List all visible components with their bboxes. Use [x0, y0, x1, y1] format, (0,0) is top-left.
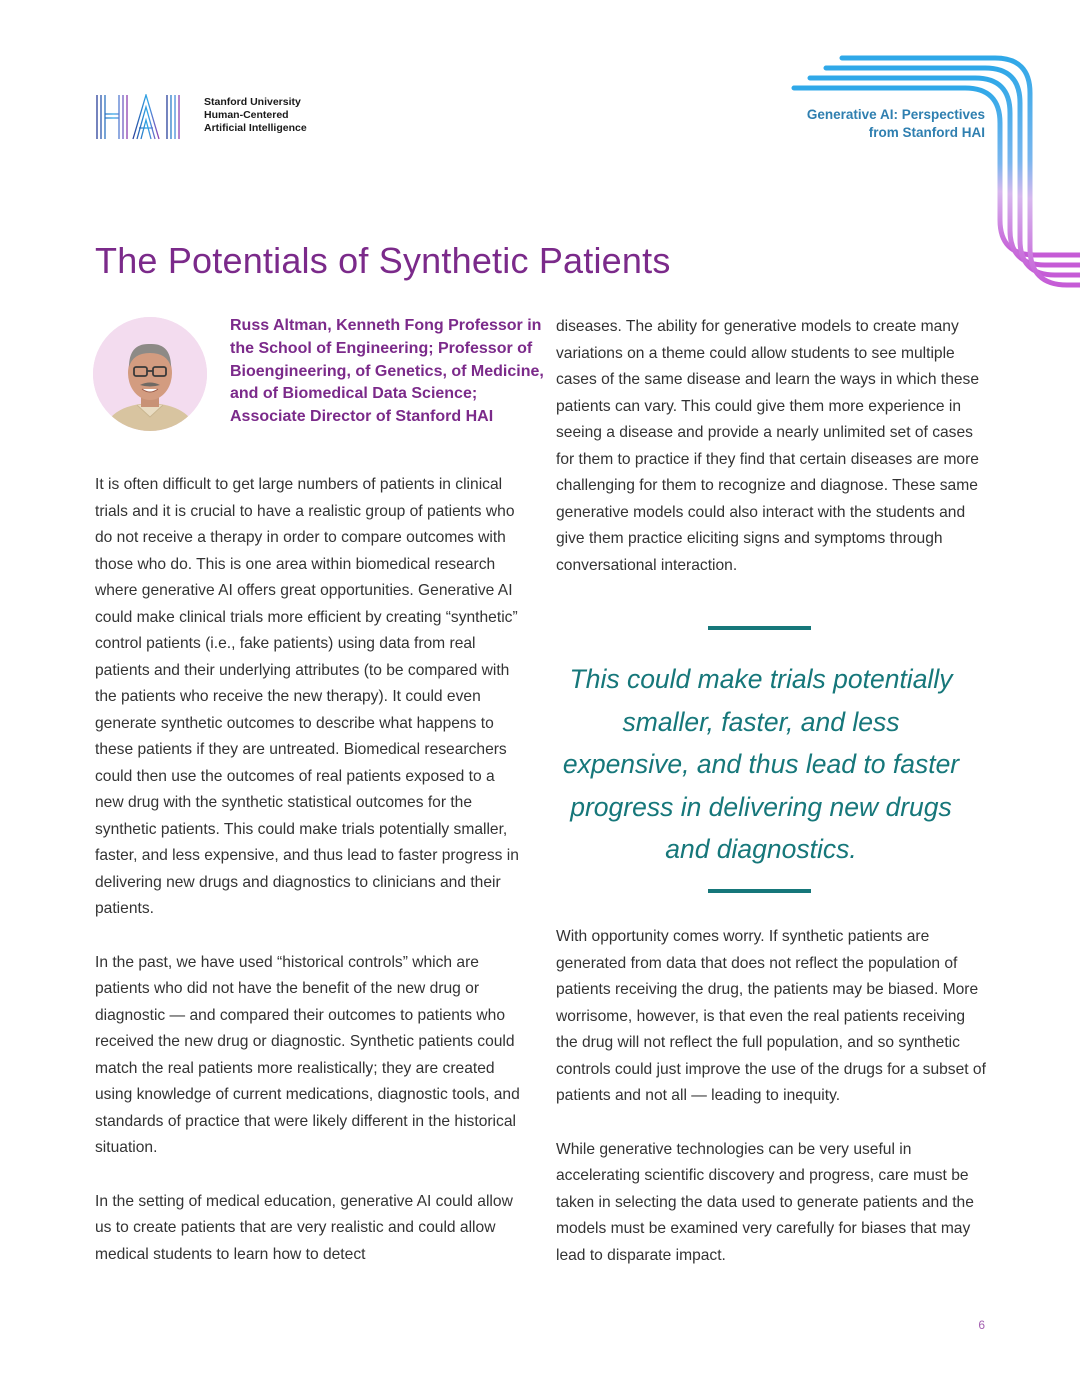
hai-logo [95, 94, 310, 142]
hai-logo-mark [95, 94, 193, 140]
report-title-line-2: from Stanford HAI [868, 125, 985, 140]
logo-line-hc: Human-Centered [204, 109, 289, 121]
body-paragraph: In the setting of medical education, generative AI could allow us to create patients that are very realistic and could allow medical students to learn how to detect [95, 1192, 513, 1263]
body-paragraph: In the past, we have used “historical controls” which are patients who did not have the benefit of the new drug or diagnostic — and compared their outcomes to patients who received the new drug or diagnostic. Synthetic patients could match the real patients more realistically; they are created using knowledge of current medications, diagnostic tools, and standards of practice that were likely different in the historical situation. [95, 953, 520, 1156]
corner-decoration-arcs [790, 50, 1080, 300]
body-paragraph: It is often difficult to get large numbers of patients in clinical trials and it is crucial to have a realistic group of patients who do not receive a therapy in order to compare outcomes with those who do. This is one area within biomedical research where generative AI offers great opportunities. Generative AI could make clinical trials more efficient by creating “synthetic” control patients (i.e., fake patients) using data from real patients and their underlying attributes (to be compared with the patients who receive the new therapy). It could even generate synthetic outcomes to describe what happens to these patients if they are untreated. Biomedical researchers could then use the outcomes of real patients exposed to a new drug with the synthetic statistical outcomes for the synthetic patients. This could make trials potentially smaller, faster, and less expensive, and thus lead to faster progress in delivering new drugs and diagnostics to clinicians and their patients. [95, 476, 519, 917]
author-credit: Russ Altman, Kenneth Fong Professor in the School of Engineering; Professor of Bioengineering, of Genetics, of Medicine, and of Biomedical Data Science; Associate Director of Stanford HAI [230, 317, 544, 426]
pull-quote-rule-top [708, 626, 811, 630]
pull-quote-rule-bottom [708, 889, 811, 893]
left-column [95, 472, 525, 1268]
page-number: 6 [978, 1318, 985, 1332]
body-paragraph: While generative technologies can be very useful in accelerating scientific discovery and progress, care must be taken in selecting the data used to generate patients and the models must be examined very carefully for biases that may lead to disparate impact. [556, 1140, 974, 1264]
body-paragraph: diseases. The ability for generative models to create many variations on a theme could allow students to see multiple cases of the same disease and learn the ways in which these patients can vary. This could give them more experience in seeing a disease and provide a nearly unlimited set of cases for them to practice if they find that certain diseases are more challenging for them to recognize and diagnose. These same generative models could also interact with the students and give them practice eliciting signs and symptoms through conversational interaction. [556, 318, 980, 574]
right-column-bottom [556, 924, 986, 1269]
right-column-top [556, 314, 986, 579]
logo-wordmark [204, 96, 307, 135]
pull-quote: This could make trials potentially smaller, faster, and less expensive, and thus lead to faster progress in delivering new drugs and diagnostics. [562, 664, 960, 864]
body-paragraph: With opportunity comes worry. If synthetic patients are generated from data that does not reflect the population of patients receiving the drug, the patients may be biased. More worrisome, however, is that even the real patients receiving the drug will not reflect the full population, and so synthetic controls could just improve the use of the drugs for a subset of patients and not all — leading to inequity. [556, 928, 986, 1104]
author-portrait-icon [93, 317, 207, 431]
logo-line-ai: Artificial Intelligence [204, 122, 307, 134]
report-title-line-1: Generative AI: Perspectives [806, 107, 985, 122]
page-title: The Potentials of Synthetic Patients [95, 240, 671, 281]
logo-line-university: Stanford University [204, 96, 301, 108]
